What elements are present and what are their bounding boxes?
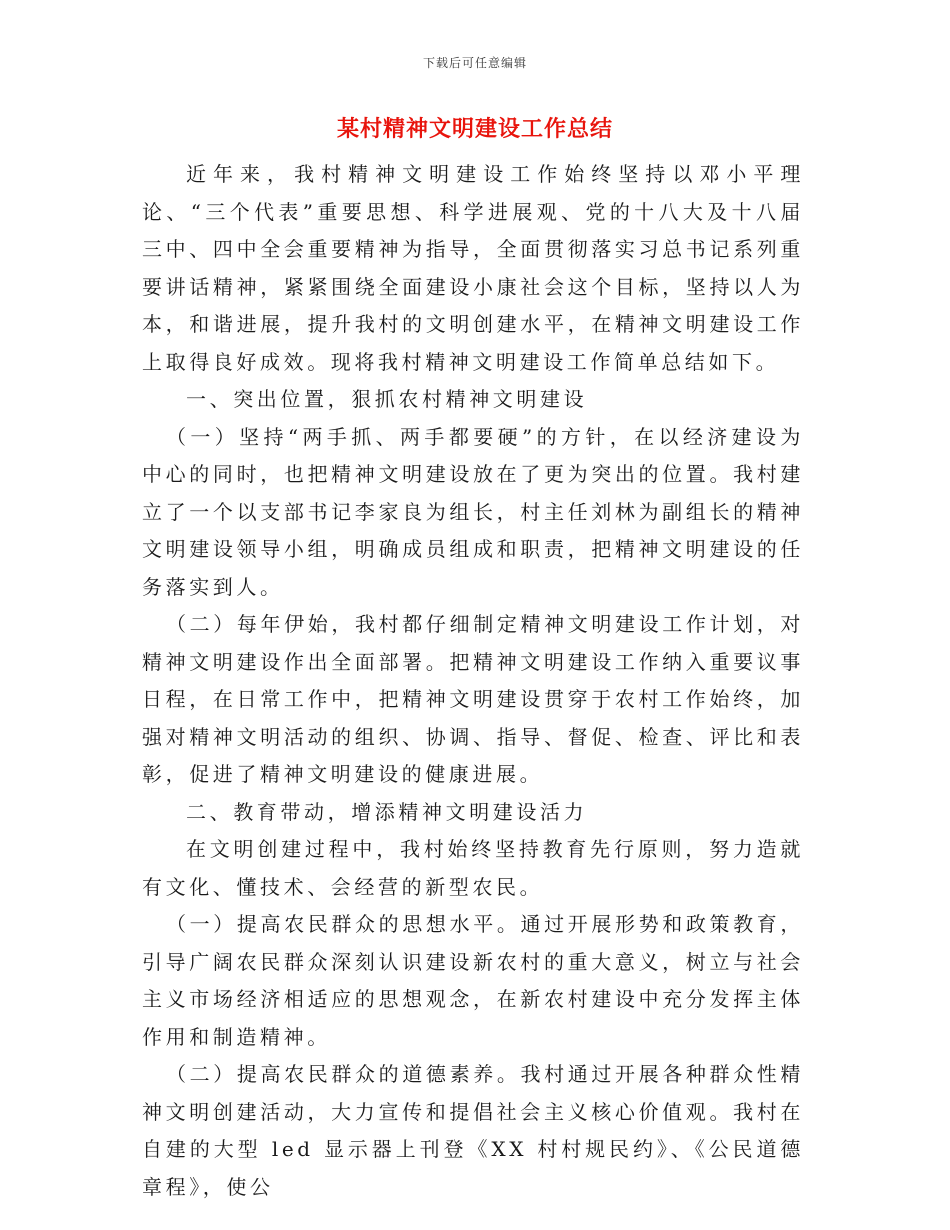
header-note: 下载后可任意编辑 — [422, 56, 527, 70]
paragraph-1-2: （二）每年伊始，我村都仔细制定精神文明建设工作计划，对精神文明建设作出全面部署。把精神文明建设工作纳入重要议事日程，在日常工作中，把精神文明建设贯穿于农村工作始终，加强对精神文明活动的组织、协调、指导、督促、检查、评比和表彰，促进了精神文明建设的健康进展。 — [142, 612, 804, 786]
paragraph-1-1: （一）坚持“两手抓、两手都要硬”的方针，在以经济建设为中心的同时，也把精神文明建设放在了更为突出的位置。我村建立了一个以支部书记李家良为组长，村主任刘林为副组长的精神文明建设领导小组，明确成员组成和职责，把精神文明建设的任务落实到人。 — [142, 424, 804, 599]
paragraph-2-1: （一）提高农民群众的思想水平。通过开展形势和政策教育，引导广阔农民群众深刻认识建设新农村的重大意义，树立与社会主义市场经济相适应的思想观念，在新农村建设中充分发挥主体作用和制造精神。 — [142, 912, 804, 1049]
paragraph-2-2: （二）提高农民群众的道德素养。我村通过开展各种群众性精神文明创建活动，大力宣传和提倡社会主义核心价值观。我村在自建的大型 led 显示器上刊登《XX 村村规民约》、《公民道德章程》，使公 — [142, 1062, 804, 1199]
section-heading-2: 二、教育带动，增添精神文明建设活力 — [186, 799, 588, 824]
document-body — [142, 156, 804, 1206]
document-title: 某村精神文明建设工作总结 — [336, 116, 613, 142]
paragraph-intro: 近年来，我村精神文明建设工作始终坚持以邓小平理论、“三个代表”重要思想、科学进展观、党的十八大及十八届三中、四中全会重要精神为指导，全面贯彻落实习总书记系列重要讲话精神，紧紧围绕全面建设小康社会这个目标，坚持以人为本，和谐进展，提升我村的文明创建水平，在精神文明建设工作上取得良好成效。现将我村精神文明建设工作简单总结如下。 — [142, 162, 804, 374]
section-heading-1: 一、突出位置，狠抓农村精神文明建设 — [186, 387, 588, 411]
paragraph-2-intro: 在文明创建过程中，我村始终坚持教育先行原则，努力造就有文化、懂技术、会经营的新型农民。 — [142, 837, 804, 899]
